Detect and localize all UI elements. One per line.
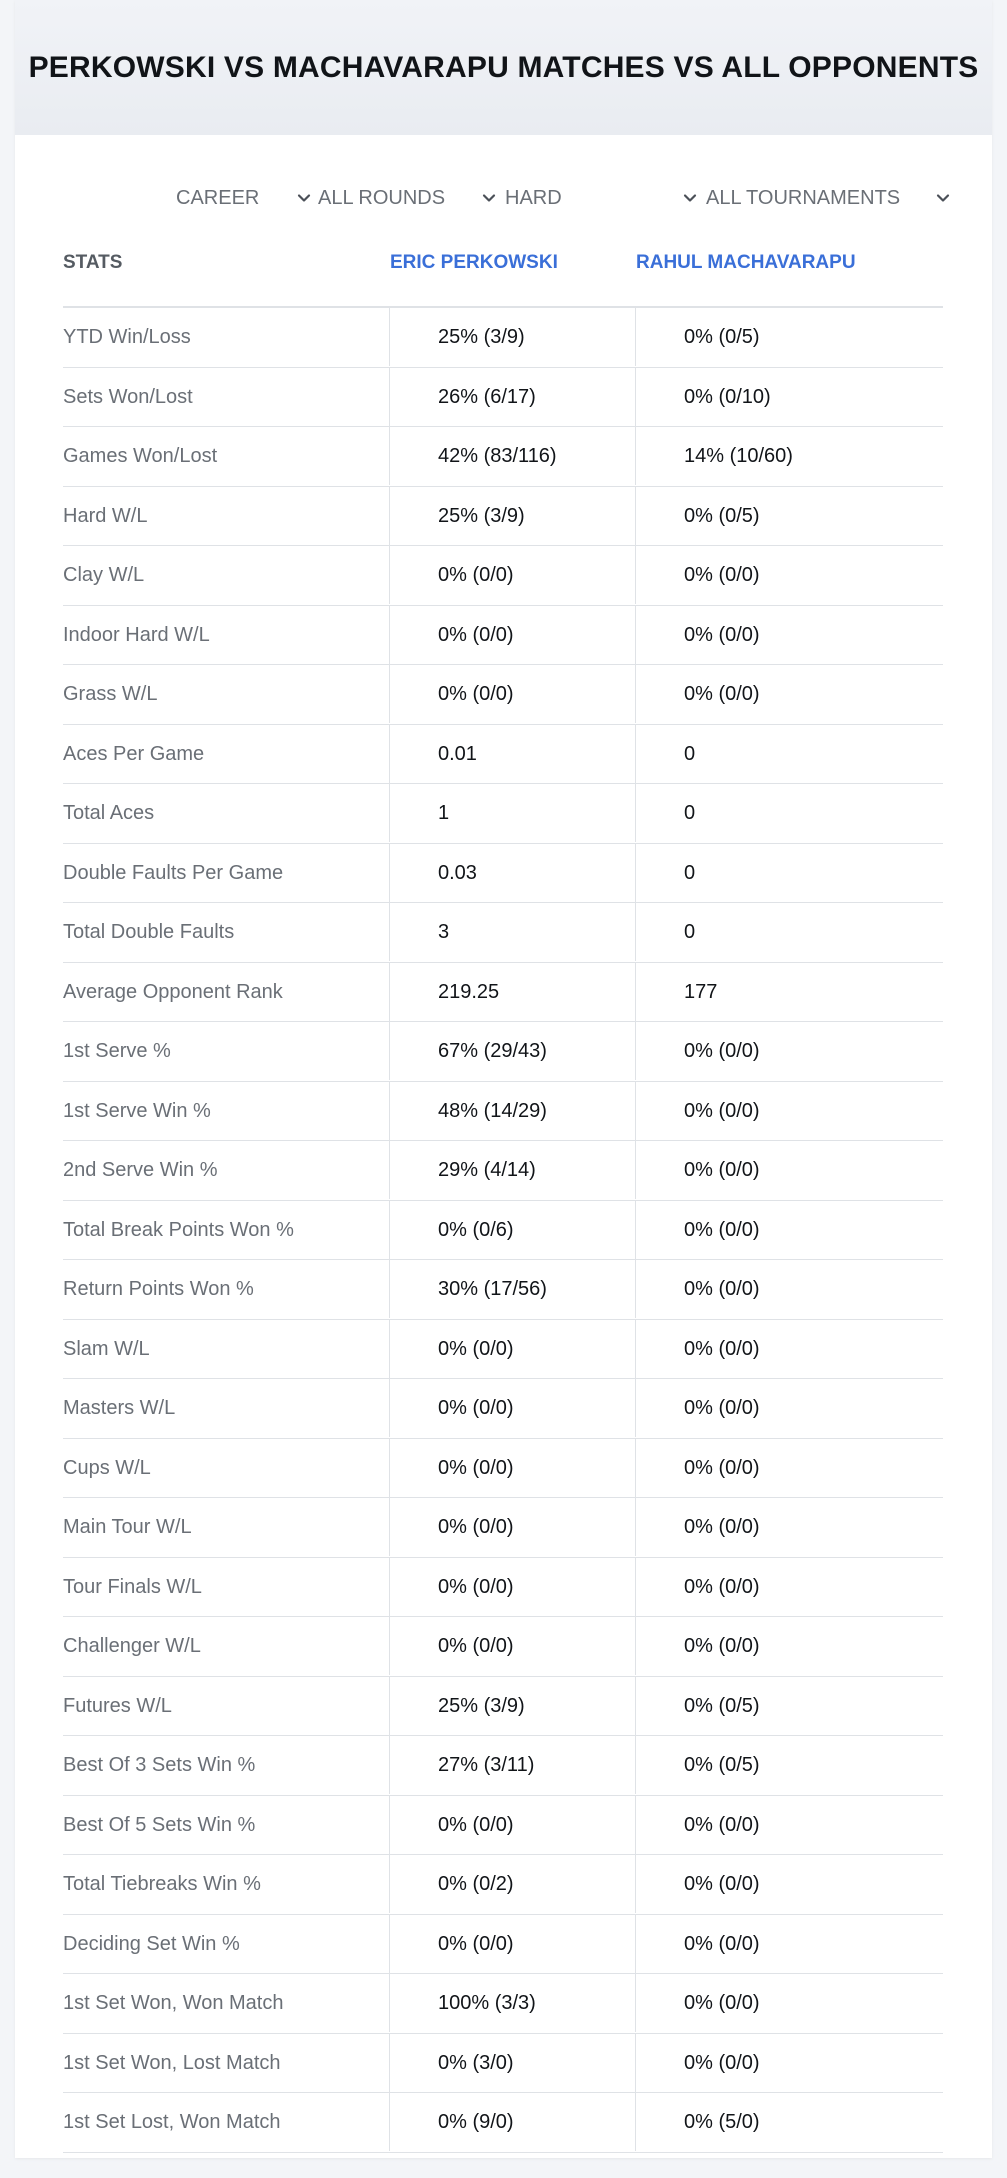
player2-value: 0% (0/5) (635, 1736, 943, 1794)
player2-value: 0% (0/0) (635, 2034, 943, 2092)
player2-value: 0% (0/0) (635, 1320, 943, 1378)
table-row (63, 1855, 943, 1915)
table-row (63, 1736, 943, 1796)
player2-value: 0% (0/0) (635, 1558, 943, 1616)
table-row (63, 1915, 943, 1975)
stat-label: Deciding Set Win % (63, 1932, 240, 1955)
player1-value: 1 (389, 784, 635, 842)
stat-label: Total Double Faults (63, 921, 235, 943)
stat-label: Best Of 3 Sets Win % (63, 1754, 256, 1776)
player2-value: 177 (635, 963, 943, 1021)
player1-value: 42% (83/116) (389, 427, 635, 485)
player2-value: 0% (0/0) (635, 1974, 943, 2032)
stat-label: Indoor Hard W/L (63, 623, 210, 646)
player1-value: 48% (14/29) (389, 1082, 635, 1140)
player1-value: 30% (17/56) (389, 1260, 635, 1318)
stat-label: Total Aces (63, 802, 155, 824)
stat-label: Total Tiebreaks Win % (63, 1873, 261, 1895)
table-row (63, 1320, 943, 1380)
stat-label: 1st Serve Win % (63, 1099, 211, 1122)
player2-value: 0% (0/0) (635, 606, 943, 664)
player1-value: 0% (0/0) (389, 1796, 635, 1854)
player1-value: 0% (0/0) (389, 1320, 635, 1378)
tournaments-select-label: ALL TOURNAMENTS (706, 186, 901, 209)
page-title: PERKOWSKI VS MACHAVARAPU MATCHES VS ALL OPPONENTS (28, 50, 979, 84)
stats-table (63, 232, 943, 2153)
table-row (63, 1379, 943, 1439)
player1-value: 0% (0/0) (389, 665, 635, 723)
player2-value: 0% (0/0) (635, 546, 943, 604)
table-row (63, 606, 943, 666)
player2-value: 0% (0/0) (635, 1260, 943, 1318)
stat-label: Sets Won/Lost (63, 385, 193, 408)
player2-value: 0% (0/0) (635, 1022, 943, 1080)
table-row (63, 1498, 943, 1558)
table-row (63, 1617, 943, 1677)
player2-value: 0 (635, 784, 943, 842)
period-select-label: CAREER (176, 186, 260, 209)
table-row (63, 844, 943, 904)
table-row (63, 487, 943, 547)
player2-value: 0% (0/0) (635, 1379, 943, 1437)
player2-value: 0% (0/0) (635, 1617, 943, 1675)
table-row (63, 1201, 943, 1261)
stat-label: 1st Serve % (63, 1040, 171, 1062)
player2-value: 0% (0/0) (635, 665, 943, 723)
stat-label: 2nd Serve Win % (63, 1159, 218, 1181)
chevron-down-icon (935, 190, 951, 206)
player1-value: 0% (0/6) (389, 1201, 635, 1259)
stat-label: Masters W/L (63, 1397, 176, 1419)
filter-bar (15, 178, 992, 218)
player2-value: 0% (0/0) (635, 1201, 943, 1259)
player1-value: 27% (3/11) (389, 1736, 635, 1794)
stat-label: Hard W/L (63, 504, 148, 527)
rounds-select[interactable] (318, 178, 503, 218)
stat-label: Slam W/L (63, 1337, 150, 1360)
table-row (63, 725, 943, 785)
stat-label: Main Tour W/L (63, 1516, 192, 1538)
player2-value: 0 (635, 844, 943, 902)
player1-value: 0% (0/0) (389, 1617, 635, 1675)
chevron-down-icon (296, 190, 312, 206)
table-row (63, 784, 943, 844)
player1-value: 26% (6/17) (389, 368, 635, 426)
player1-value: 0% (0/0) (389, 1498, 635, 1556)
table-row (63, 1677, 943, 1737)
stat-label: Return Points Won % (63, 1278, 254, 1300)
chevron-down-icon (481, 190, 497, 206)
player1-value: 25% (3/9) (389, 1677, 635, 1735)
stat-label: Futures W/L (63, 1694, 172, 1717)
stat-label: Aces Per Game (63, 742, 205, 765)
player1-value: 67% (29/43) (389, 1022, 635, 1080)
table-row (63, 1796, 943, 1856)
player1-value: 0% (0/0) (389, 1439, 635, 1497)
player1-value: 0% (0/0) (389, 546, 635, 604)
player1-value: 25% (3/9) (389, 487, 635, 545)
player1-value: 0% (0/0) (389, 1379, 635, 1437)
player2-value: 0% (0/5) (635, 487, 943, 545)
table-row (63, 2093, 943, 2153)
table-row (63, 1260, 943, 1320)
player1-value: 3 (389, 903, 635, 961)
stats-card (15, 0, 992, 2158)
table-row (63, 1974, 943, 2034)
stat-label: YTD Win/Loss (63, 326, 191, 348)
table-body (63, 308, 943, 2153)
surface-select[interactable] (505, 178, 705, 218)
table-row (63, 665, 943, 725)
player2-value: 0% (0/10) (635, 368, 943, 426)
player2-value: 0% (0/0) (635, 1498, 943, 1556)
column-header-player2-link[interactable]: RAHUL MACHAVARAPU (636, 252, 856, 273)
player1-value: 0% (9/0) (389, 2093, 635, 2151)
player2-value: 0% (0/0) (635, 1082, 943, 1140)
table-row (63, 2034, 943, 2094)
table-header (63, 232, 943, 308)
stat-label: Clay W/L (63, 564, 145, 586)
stat-label: Cups W/L (63, 1456, 151, 1479)
player1-value: 0% (3/0) (389, 2034, 635, 2092)
stat-label: Grass W/L (63, 683, 158, 705)
player1-value: 0% (0/0) (389, 606, 635, 664)
table-row (63, 903, 943, 963)
player2-value: 0% (0/5) (635, 1677, 943, 1735)
player2-value: 0% (0/5) (635, 308, 943, 366)
stat-label: 1st Set Won, Lost Match (63, 2051, 281, 2074)
stat-label: Total Break Points Won % (63, 1218, 294, 1241)
column-header-stats: STATS (63, 252, 123, 273)
stat-label: Average Opponent Rank (63, 980, 283, 1003)
tournaments-select[interactable] (706, 178, 956, 218)
stat-label: Challenger W/L (63, 1635, 201, 1657)
table-row (63, 1141, 943, 1201)
stat-label: Games Won/Lost (63, 445, 218, 467)
table-row (63, 546, 943, 606)
player1-value: 0% (0/0) (389, 1558, 635, 1616)
player2-value: 0% (5/0) (635, 2093, 943, 2151)
player1-value: 0% (0/0) (389, 1915, 635, 1973)
table-row (63, 1558, 943, 1618)
player1-value: 29% (4/14) (389, 1141, 635, 1199)
stat-label: Tour Finals W/L (63, 1575, 202, 1598)
player1-value: 0.01 (389, 725, 635, 783)
player1-value: 100% (3/3) (389, 1974, 635, 2032)
player2-value: 0% (0/0) (635, 1439, 943, 1497)
player1-value: 0.03 (389, 844, 635, 902)
chevron-down-icon (682, 190, 698, 206)
table-row (63, 427, 943, 487)
stat-label: 1st Set Won, Won Match (63, 1992, 284, 2014)
rounds-select-label: ALL ROUNDS (318, 186, 446, 209)
stat-label: 1st Set Lost, Won Match (63, 2111, 281, 2133)
stat-label: Best Of 5 Sets Win % (63, 1813, 256, 1836)
page-header (15, 0, 992, 135)
player2-value: 0 (635, 725, 943, 783)
player2-value: 0% (0/0) (635, 1855, 943, 1913)
player2-value: 0% (0/0) (635, 1796, 943, 1854)
player2-value: 0 (635, 903, 943, 961)
column-header-player1-link[interactable]: ERIC PERKOWSKI (390, 252, 558, 273)
table-row (63, 963, 943, 1023)
table-row (63, 1082, 943, 1142)
table-row (63, 308, 943, 368)
player1-value: 0% (0/2) (389, 1855, 635, 1913)
period-select[interactable] (176, 178, 316, 218)
stat-label: Double Faults Per Game (63, 861, 284, 884)
table-row (63, 368, 943, 428)
player2-value: 0% (0/0) (635, 1141, 943, 1199)
player1-value: 219.25 (389, 963, 635, 1021)
player2-value: 14% (10/60) (635, 427, 943, 485)
player2-value: 0% (0/0) (635, 1915, 943, 1973)
table-row (63, 1439, 943, 1499)
player1-value: 25% (3/9) (389, 308, 635, 366)
table-row (63, 1022, 943, 1082)
surface-select-label: HARD (505, 186, 562, 209)
